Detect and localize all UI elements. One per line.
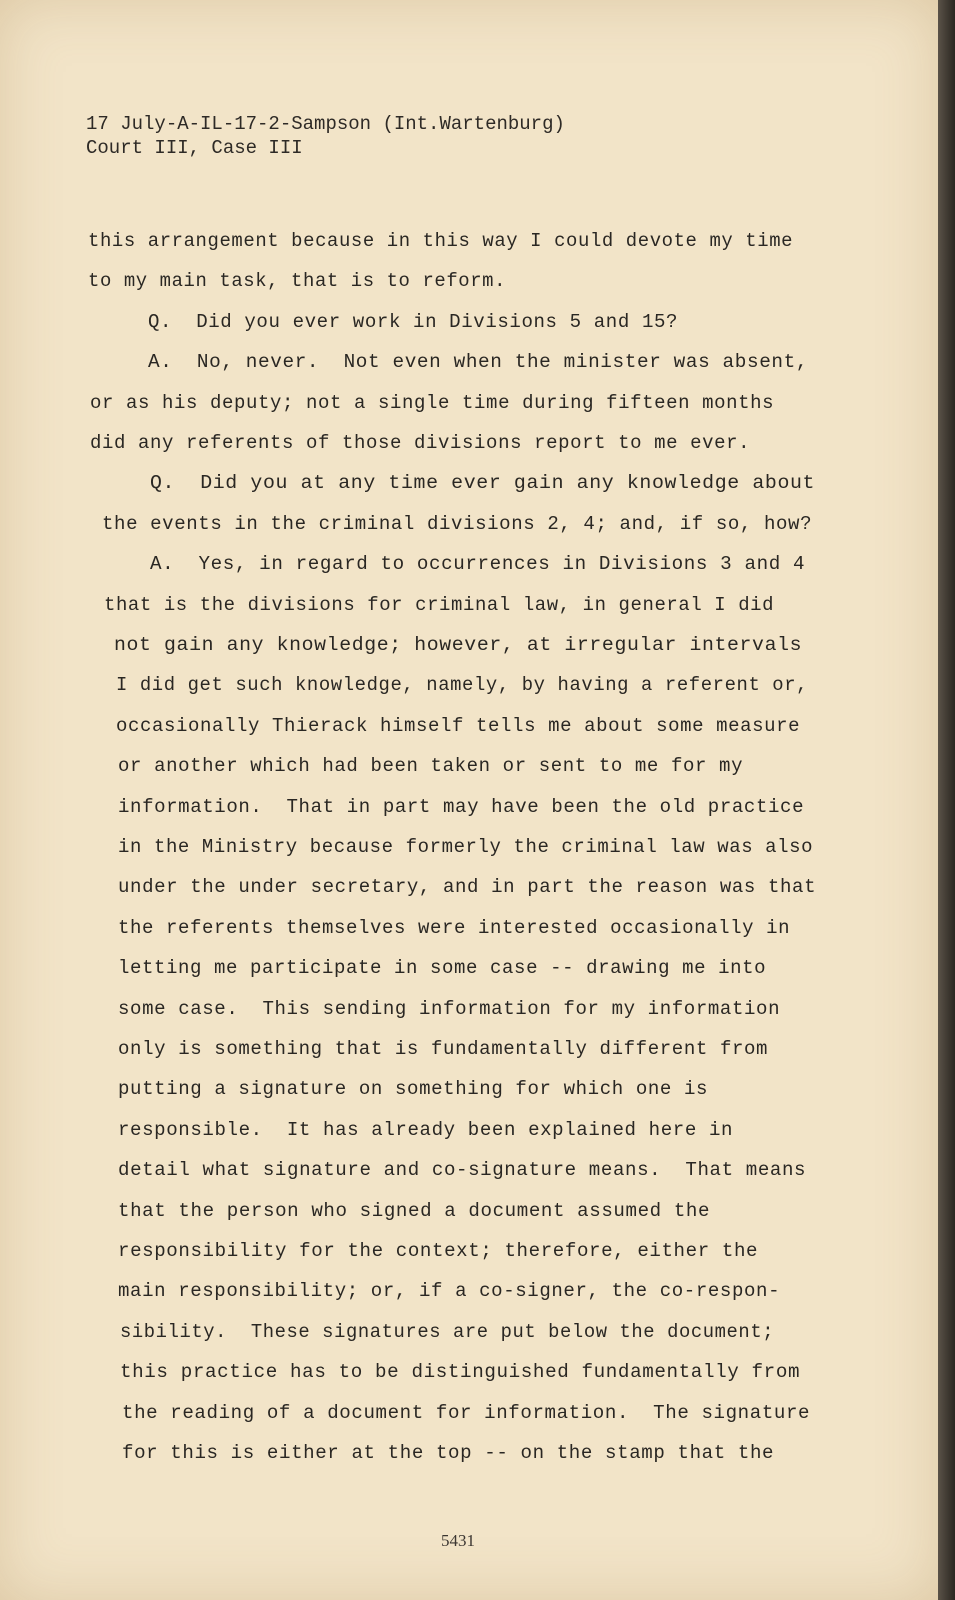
- body-line: detail what signature and co-signature means. That means: [118, 1159, 807, 1181]
- body-line: did any referents of those divisions report to me ever.: [90, 432, 751, 454]
- body-line: Q. Did you at any time ever gain any knowledge about: [150, 472, 816, 494]
- body-line: only is something that is fundamentally different from: [118, 1038, 769, 1060]
- body-line: the reading of a document for information. The signature: [122, 1402, 811, 1424]
- body-line: under the under secretary, and in part the reason was that: [118, 876, 817, 898]
- body-line: Q. Did you ever work in Divisions 5 and 15?: [148, 311, 679, 333]
- body-line: I did get such knowledge, namely, by having a referent or,: [116, 674, 809, 696]
- body-line: or another which had been taken or sent to me for my: [118, 755, 744, 777]
- body-line: the referents themselves were interested occasionally in: [118, 917, 791, 939]
- header-line-1: 17 July-A-IL-17-2-Sampson (Int.Wartenburg): [86, 113, 565, 135]
- body-line: main responsibility; or, if a co-signer, the co-respon-: [118, 1280, 781, 1302]
- body-line: not gain any knowledge; however, at irregular intervals: [114, 634, 803, 656]
- body-line: occasionally Thierack himself tells me about some measure: [116, 715, 801, 737]
- body-line: responsible. It has already been explained here in: [118, 1119, 734, 1141]
- body-line: to my main task, that is to reform.: [88, 270, 507, 292]
- body-line: the events in the criminal divisions 2, 4; and, if so, how?: [102, 513, 813, 535]
- page-edge-shadow: [938, 0, 955, 1600]
- header-line-2: Court III, Case III: [86, 137, 303, 159]
- body-line: A. Yes, in regard to occurrences in Divisions 3 and 4: [150, 553, 806, 575]
- body-line: putting a signature on something for which one is: [118, 1078, 709, 1100]
- body-line: in the Ministry because formerly the criminal law was also: [118, 836, 814, 858]
- body-line: this arrangement because in this way I could devote my time: [88, 230, 794, 252]
- body-line: A. No, never. Not even when the minister was absent,: [148, 351, 809, 373]
- body-line: this practice has to be distinguished fundamentally from: [120, 1361, 801, 1383]
- document-header: [86, 112, 565, 160]
- page-number: 5431: [441, 1531, 475, 1550]
- body-line: responsibility for the context; therefore, either the: [118, 1240, 759, 1262]
- body-line: information. That in part may have been the old practice: [118, 796, 805, 818]
- body-line: some case. This sending information for my information: [118, 998, 781, 1020]
- body-line: sibility. These signatures are put below the document;: [120, 1321, 775, 1343]
- body-line: that the person who signed a document assumed the: [118, 1200, 711, 1222]
- body-line: letting me participate in some case -- drawing me into: [118, 957, 767, 979]
- body-line: for this is either at the top -- on the stamp that the: [122, 1442, 775, 1464]
- body-line: or as his deputy; not a single time during fifteen months: [90, 392, 775, 414]
- body-line: that is the divisions for criminal law, in general I did: [104, 594, 775, 616]
